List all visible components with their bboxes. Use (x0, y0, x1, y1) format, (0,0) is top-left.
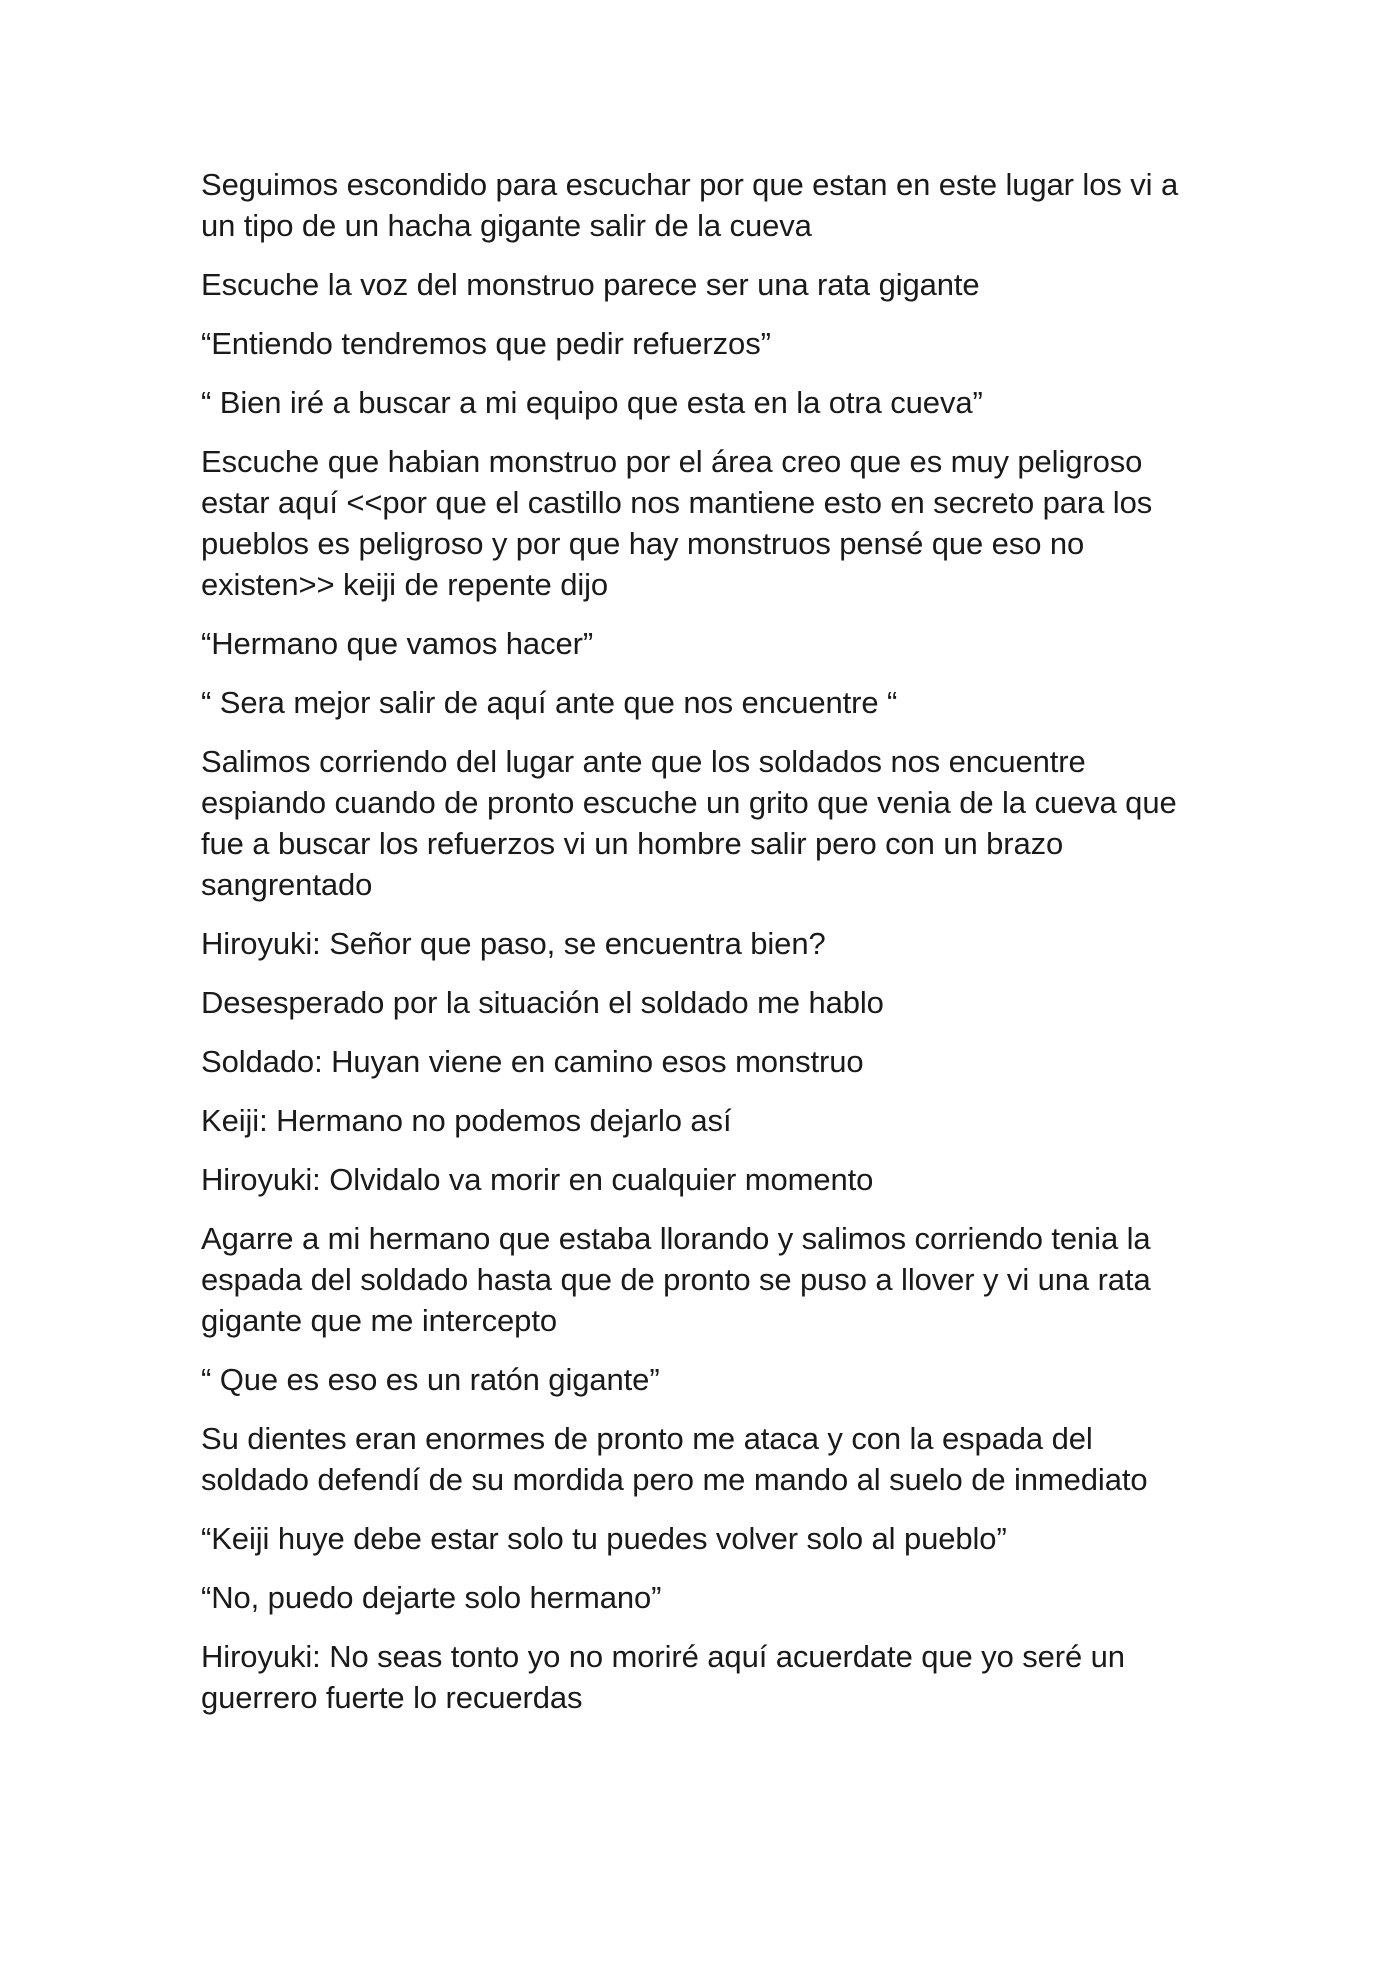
paragraph: Desesperado por la situación el soldado me hablo (201, 985, 884, 1020)
paragraph: Su dientes eran enormes de pronto me ataca y con la espada del soldado defendí de su mordida pero me mando al suelo de inmediato (201, 1421, 1148, 1497)
paragraph: “Entiendo tendremos que pedir refuerzos” (201, 326, 771, 361)
paragraph: “ Bien iré a buscar a mi equipo que esta en la otra cueva” (201, 385, 983, 420)
paragraph: “ Sera mejor salir de aquí ante que nos encuentre “ (201, 685, 898, 720)
paragraph: “Hermano que vamos hacer” (201, 626, 594, 661)
paragraph: “Keiji huye debe estar solo tu puedes volver solo al pueblo” (201, 1521, 1007, 1556)
paragraph: Salimos corriendo del lugar ante que los soldados nos encuentre espiando cuando de pronto escuche un grito que venia de la cueva que fue a buscar los refuerzos vi un hombre salir pero con un brazo sangrentado (201, 744, 1177, 902)
paragraph: Keiji: Hermano no podemos dejarlo así (201, 1103, 732, 1138)
paragraph: “ Que es eso es un ratón gigante” (201, 1362, 660, 1397)
paragraph: Soldado: Huyan viene en camino esos monstruo (201, 1044, 864, 1079)
paragraph: Hiroyuki: Señor que paso, se encuentra bien? (201, 926, 826, 961)
paragraph: Escuche que habian monstruo por el área creo que es muy peligroso estar aquí <<por que el castillo nos mantiene esto en secreto para los pueblos es peligroso y por que hay monstruos pensé que eso no existen>> keiji de repente dijo (201, 444, 1153, 602)
paragraph: Hiroyuki: No seas tonto yo no moriré aquí acuerdate que yo seré un guerrero fuerte lo recuerdas (201, 1639, 1125, 1715)
paragraph: Hiroyuki: Olvidalo va morir en cualquier momento (201, 1162, 874, 1197)
paragraph: “No, puedo dejarte solo hermano” (201, 1580, 662, 1615)
story-text (201, 164, 1201, 1736)
paragraph: Escuche la voz del monstruo parece ser una rata gigante (201, 267, 980, 302)
paragraph: Seguimos escondido para escuchar por que estan en este lugar los vi a un tipo de un hacha gigante salir de la cueva (201, 167, 1179, 243)
paragraph: Agarre a mi hermano que estaba llorando y salimos corriendo tenia la espada del soldado hasta que de pronto se puso a llover y vi una rata gigante que me intercepto (201, 1221, 1151, 1338)
